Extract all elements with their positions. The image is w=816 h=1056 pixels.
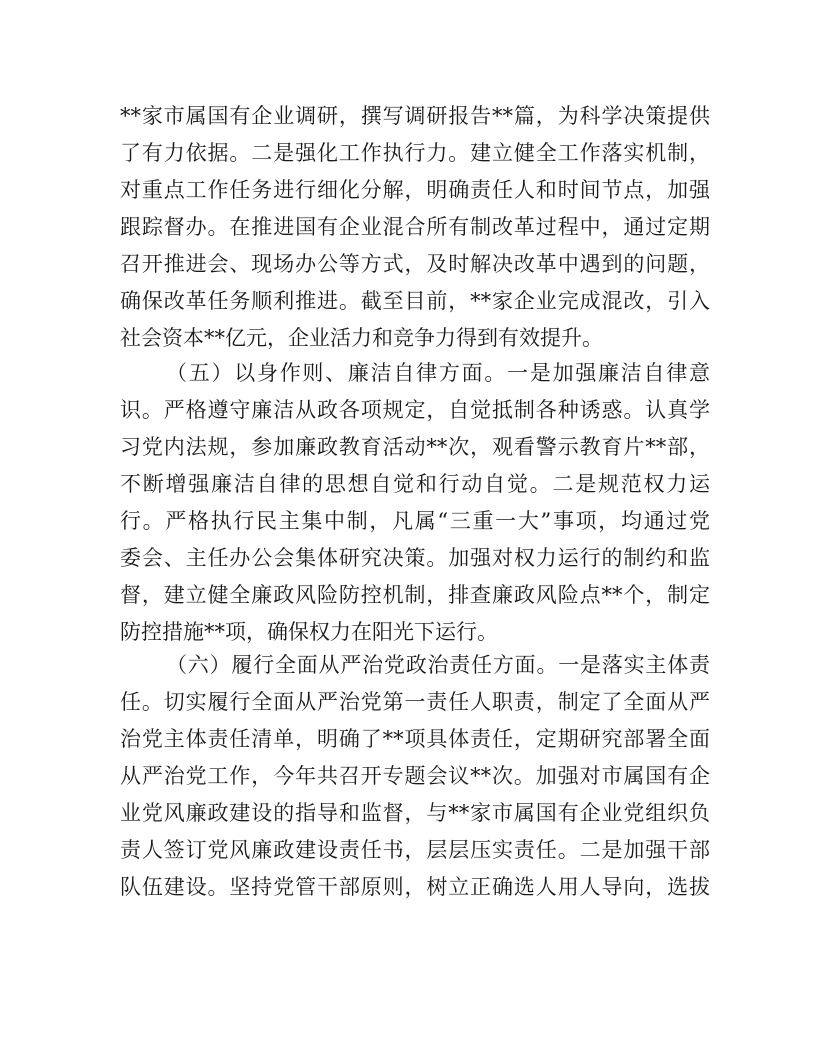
text-line: 了有力依据。二是强化工作执行力。建立健全工作落实机制， bbox=[120, 141, 710, 165]
text-line: 任。切实履行全面从严治党第一责任人职责，制定了全面从严 bbox=[120, 690, 710, 714]
text-line: 行。严格执行民主集中制，凡属“三重一大”事项，均通过党 bbox=[120, 509, 710, 533]
section-heading-line: （五）以身作则、廉洁自律方面。一是加强廉洁自律意 bbox=[166, 361, 710, 385]
text-line: 确保改革任务顺利推进。截至目前，**家企业完成混改，引入 bbox=[120, 289, 710, 313]
text-line: **家市属国有企业调研，撰写调研报告**篇，为科学决策提供 bbox=[120, 104, 710, 128]
text-line: 业党风廉政建设的指导和监督，与**家市属国有企业党组织负 bbox=[120, 801, 710, 825]
text-line: 队伍建设。坚持党管干部原则，树立正确选人用人导向，选拔 bbox=[120, 875, 710, 899]
text-line: 对重点工作任务进行细化分解，明确责任人和时间节点，加强 bbox=[120, 178, 710, 202]
paragraph-party-governance bbox=[120, 647, 710, 906]
text-line: 治党主体责任清单，明确了**项具体责任，定期研究部署全面 bbox=[120, 727, 710, 751]
text-line: 习党内法规，参加廉政教育活动**次，观看警示教育片**部， bbox=[120, 435, 710, 459]
text-line: 督，建立健全廉政风险防控机制，排查廉政风险点**个，制定 bbox=[120, 583, 710, 607]
text-line: 防控措施**项，确保权力在阳光下运行。 bbox=[120, 620, 498, 644]
text-line: 从严治党工作，今年共召开专题会议**次。加强对市属国有企 bbox=[120, 764, 710, 788]
text-line: 责人签订党风廉政建设责任书，层层压实责任。二是加强干部 bbox=[120, 838, 710, 862]
text-line: 召开推进会、现场办公等方式，及时解决改革中遇到的问题， bbox=[120, 252, 710, 276]
text-line: 跟踪督办。在推进国有企业混合所有制改革过程中，通过定期 bbox=[120, 215, 710, 239]
text-line: 识。严格遵守廉洁从政各项规定，自觉抵制各种诱惑。认真学 bbox=[120, 398, 710, 422]
text-line: 不断增强廉洁自律的思想自觉和行动自觉。二是规范权力运 bbox=[120, 472, 710, 496]
paragraph-integrity-self-discipline bbox=[120, 355, 710, 651]
text-line: 社会资本**亿元，企业活力和竞争力得到有效提升。 bbox=[120, 326, 603, 350]
text-line: 委会、主任办公会集体研究决策。加强对权力运行的制约和监 bbox=[120, 546, 710, 570]
paragraph-continuation bbox=[120, 98, 710, 357]
section-heading-line: （六）履行全面从严治党政治责任方面。一是落实主体责 bbox=[166, 653, 710, 677]
